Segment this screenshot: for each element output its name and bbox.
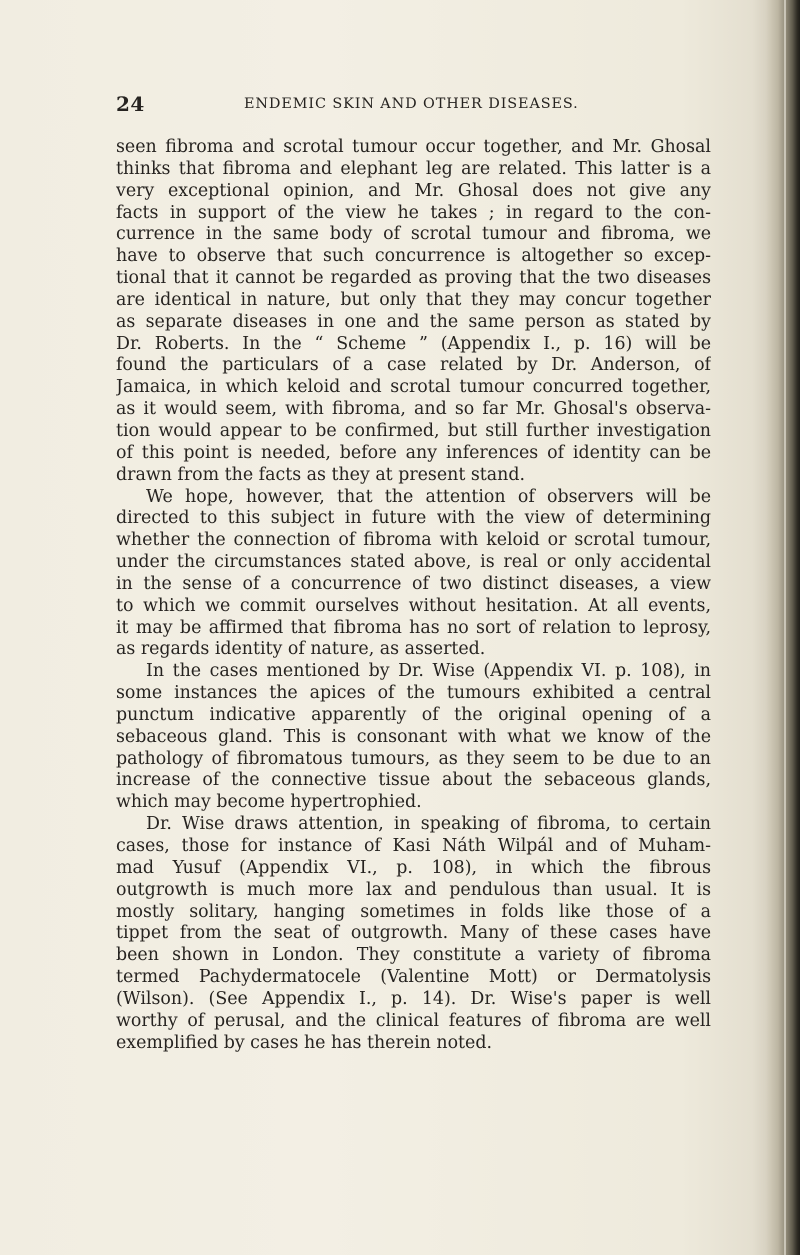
text-line: punctum indicative apparently of the original opening of a	[116, 704, 711, 725]
text-line: outgrowth is much more lax and pendulous than usual. It is	[116, 879, 711, 900]
text-line: have to observe that such concurrence is altogether so excep-	[116, 246, 711, 267]
text-line: under the circumstances stated above, is real or only accidental	[116, 552, 711, 573]
text-line: as regards identity of nature, as asserted.	[116, 639, 486, 660]
text-line: Jamaica, in which keloid and scrotal tumour concurred together,	[116, 377, 711, 398]
text-line: directed to this subject in future with the view of determining	[116, 508, 711, 529]
body-text	[116, 137, 711, 1054]
text-line: as separate diseases in one and the same person as stated by	[116, 311, 711, 332]
text-line: drawn from the facts as they at present stand.	[116, 464, 526, 485]
text-line: tippet from the seat of outgrowth. Many of these cases have	[116, 923, 711, 944]
text-line: whether the connection of fibroma with keloid or scrotal tumour,	[116, 530, 711, 551]
text-line: Dr. Wise draws attention, in speaking of fibroma, to certain	[146, 814, 711, 835]
page-binding-edge	[766, 0, 800, 1255]
text-line: tion would appear to be confirmed, but still further investigation	[116, 420, 711, 441]
page-number: 24	[116, 92, 145, 116]
running-head: ENDEMIC SKIN AND OTHER DISEASES.	[244, 96, 579, 112]
text-line: as it would seem, with fibroma, and so far Mr. Ghosal's observa-	[116, 399, 711, 420]
text-line: tional that it cannot be regarded as proving that the two diseases	[116, 268, 711, 289]
text-line: worthy of perusal, and the clinical features of fibroma are well	[116, 1010, 711, 1031]
text-line: some instances the apices of the tumours exhibited a central	[116, 683, 711, 704]
text-line: of this point is needed, before any inferences of identity can be	[116, 442, 711, 463]
text-line: been shown in London. They constitute a variety of fibroma	[116, 945, 711, 966]
text-line: currence in the same body of scrotal tumour and fibroma, we	[116, 224, 711, 245]
text-line: very exceptional opinion, and Mr. Ghosal does not give any	[116, 180, 711, 201]
text-line: seen fibroma and scrotal tumour occur together, and Mr. Ghosal	[116, 137, 711, 157]
text-line: facts in support of the view he takes ; in regard to the con-	[116, 202, 711, 223]
text-line: Dr. Roberts. In the “ Scheme ” (Appendix I., p. 16) will be	[116, 333, 711, 354]
page-header	[116, 92, 711, 116]
text-line: exemplified by cases he has therein noted.	[116, 1032, 492, 1053]
text-line: termed Pachydermatocele (Valentine Mott) or Dermatolysis	[116, 967, 711, 988]
text-line: are identical in nature, but only that they may concur together	[116, 289, 711, 310]
text-line: pathology of fibromatous tumours, as they seem to be due to an	[116, 748, 711, 769]
text-line: mostly solitary, hanging sometimes in folds like those of a	[116, 901, 711, 922]
text-line: found the particulars of a case related by Dr. Anderson, of	[116, 355, 711, 376]
text-line: We hope, however, that the attention of observers will be	[146, 486, 711, 507]
text-line: in the sense of a concurrence of two distinct diseases, a view	[116, 573, 711, 594]
text-line: thinks that fibroma and elephant leg are related. This latter is a	[116, 158, 711, 179]
text-line: increase of the connective tissue about the sebaceous glands,	[116, 770, 711, 791]
text-line: cases, those for instance of Kasi Náth Wilpál and of Muham-	[116, 836, 711, 856]
text-line: mad Yusuf (Appendix VI., p. 108), in which the fibrous	[116, 857, 711, 878]
text-line: which may become hypertrophied.	[116, 792, 422, 813]
text-line: In the cases mentioned by Dr. Wise (Appendix VI. p. 108), in	[146, 661, 711, 682]
text-line: (Wilson). (See Appendix I., p. 14). Dr. Wise's paper is well	[116, 988, 711, 1009]
text-line: to which we commit ourselves without hesitation. At all events,	[116, 595, 711, 616]
text-line: it may be affirmed that fibroma has no sort of relation to leprosy,	[116, 617, 711, 638]
text-line: sebaceous gland. This is consonant with what we know of the	[116, 726, 711, 747]
